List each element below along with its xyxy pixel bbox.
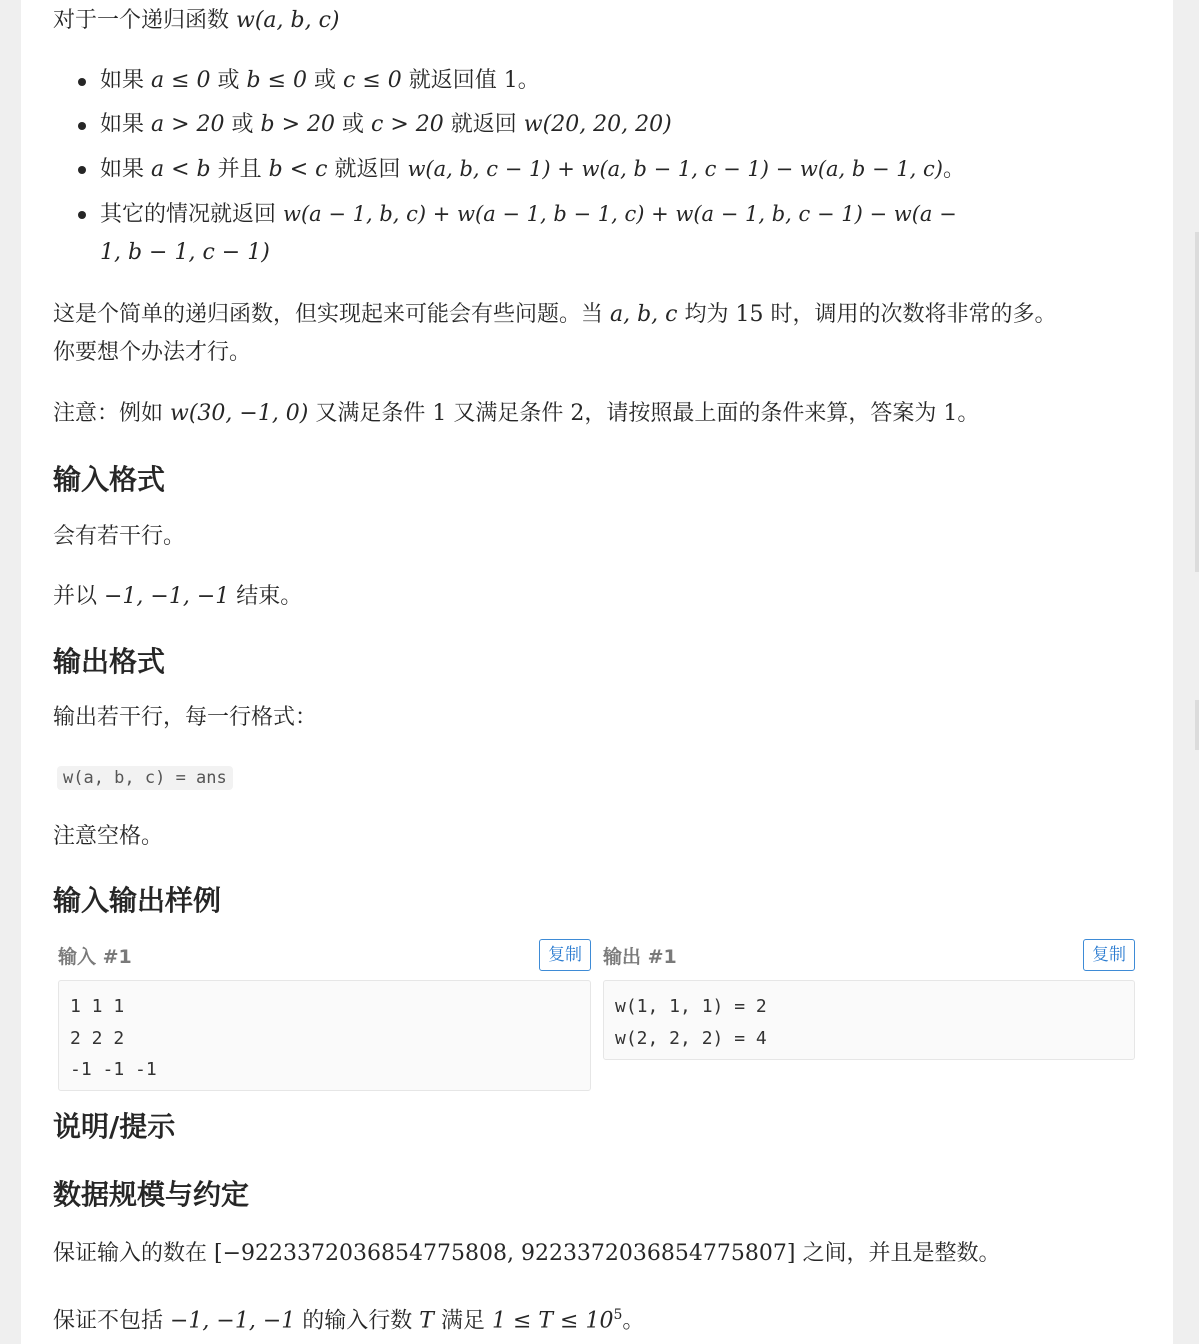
para-num: 2 — [570, 401, 585, 426]
rule-text: 如果 — [100, 157, 151, 182]
rule-item — [53, 195, 1113, 272]
para-text: 并以 — [53, 584, 104, 609]
sample-input-title: 输入 #1 — [58, 945, 132, 968]
output-format-heading: 输出格式 — [53, 645, 166, 678]
para-math: w(30, −1, 0) — [170, 401, 309, 426]
input-format-line1: 会有若干行。 — [53, 524, 186, 549]
para-num: 15 — [735, 302, 764, 327]
rule-math: b ≤ 0 — [246, 68, 308, 93]
rule-item — [53, 106, 1113, 144]
rule-text: 如果 — [100, 68, 151, 93]
para-math: −1, −1, −1 — [104, 584, 230, 609]
para-text: 又满足条件 — [308, 401, 433, 426]
para-text: 时，调用的次数将非常的多。 — [763, 302, 1057, 327]
para-text: 注意：例如 — [53, 401, 170, 426]
rule-text: 或 — [210, 68, 247, 93]
sample-input-header — [58, 938, 591, 972]
rule-text: 或 — [335, 112, 372, 137]
para-math: [−9223372036854775808, 9223372036854775807] — [214, 1241, 796, 1266]
rules-list — [53, 62, 1113, 278]
para-text: 均为 — [677, 302, 736, 327]
para-text: 。 — [957, 401, 980, 426]
para-text: 保证不包括 — [53, 1308, 170, 1334]
rule-math: w(a − 1, b, c) + w(a − 1, b − 1, c) + w(a − 1, b, c − 1) − w(a − — [283, 202, 957, 226]
samples-heading: 输入输出样例 — [53, 884, 222, 917]
sample-output-box[interactable]: w(1, 1, 1) = 2 w(2, 2, 2) = 4 — [603, 980, 1135, 1060]
para-text: 你要想个办法才行。 — [53, 340, 252, 365]
para-text: 。 — [622, 1308, 645, 1334]
intro-label: 对于一个递归函数 — [53, 8, 236, 33]
rule-item — [53, 150, 1113, 189]
rule-text: 就返回值 — [401, 68, 504, 93]
para-text: 满足 — [433, 1308, 492, 1334]
problem-card — [21, 0, 1173, 1344]
rule-math: b < c — [268, 157, 328, 182]
sample-input-box[interactable]: 1 1 1 2 2 2 -1 -1 -1 — [58, 980, 591, 1091]
para-text: 这是个简单的递归函数，但实现起来可能会有些问题。当 — [53, 302, 610, 327]
paragraph-complexity — [53, 296, 1057, 372]
sample-output-header — [603, 938, 1135, 972]
rule-math: a > 20 — [151, 112, 225, 137]
rule-text: 如果 — [100, 112, 151, 137]
para-sup: 5 — [613, 1307, 623, 1323]
scrollbar-track[interactable] — [1195, 232, 1199, 572]
output-format-code: w(a, b, c) = ans — [57, 766, 233, 790]
rule-math: c > 20 — [371, 112, 444, 137]
rule-text: 就返回 — [443, 112, 524, 137]
rule-text: 并且 — [210, 157, 269, 182]
rule-math: c ≤ 0 — [343, 68, 402, 93]
rule-text: 。 — [942, 157, 965, 182]
para-math: −1, −1, −1 — [170, 1308, 296, 1334]
rule-item — [53, 62, 1113, 100]
rule-text: 。 — [517, 68, 540, 93]
hint-line1 — [53, 1235, 1000, 1273]
rule-math: w(20, 20, 20) — [523, 112, 672, 137]
sample-output-title: 输出 #1 — [603, 945, 677, 968]
scrollbar-segment[interactable] — [1195, 700, 1199, 750]
intro-math: w(a, b, c) — [236, 8, 340, 33]
para-text: ，请按照最上面的条件来算，答案为 — [584, 401, 944, 426]
para-text: 之间，并且是整数。 — [795, 1241, 1001, 1266]
input-format-heading: 输入格式 — [53, 463, 166, 496]
rule-math: w(a, b, c − 1) + w(a, b − 1, c − 1) − w(a, b − 1, c) — [407, 157, 943, 181]
para-text: 又满足条件 — [446, 401, 571, 426]
para-text: 保证输入的数在 — [53, 1241, 214, 1266]
intro-text — [53, 2, 340, 40]
output-format-line1: 输出若干行，每一行格式： — [53, 705, 318, 730]
rule-text: 其它的情况就返回 — [100, 202, 283, 227]
rule-math: a ≤ 0 — [151, 68, 211, 93]
rule-math: a < b — [151, 157, 211, 182]
para-math: a, b, c — [610, 302, 678, 327]
para-math: 1 ≤ T ≤ 10 — [491, 1308, 614, 1334]
para-num: 1 — [943, 401, 958, 426]
hint-subheading: 数据规模与约定 — [53, 1178, 250, 1211]
rule-text: 或 — [307, 68, 344, 93]
input-format-line2 — [53, 578, 302, 616]
copy-input-button[interactable]: 复制 — [539, 939, 591, 971]
rule-math: 1, b − 1, c − 1) — [100, 240, 270, 265]
para-num: 1 — [432, 401, 447, 426]
output-format-line2: 注意空格。 — [53, 824, 164, 849]
para-text: 的输入行数 — [295, 1308, 420, 1334]
hint-heading: 说明/提示 — [53, 1110, 176, 1143]
hint-line2 — [53, 1296, 644, 1340]
copy-output-button[interactable]: 复制 — [1083, 939, 1135, 971]
rule-text: 就返回 — [327, 157, 408, 182]
rule-num: 1 — [503, 68, 518, 93]
para-math: T — [419, 1308, 434, 1334]
para-text: 结束。 — [229, 584, 303, 609]
rule-text: 或 — [224, 112, 261, 137]
paragraph-note — [53, 395, 979, 433]
rule-math: b > 20 — [260, 112, 336, 137]
